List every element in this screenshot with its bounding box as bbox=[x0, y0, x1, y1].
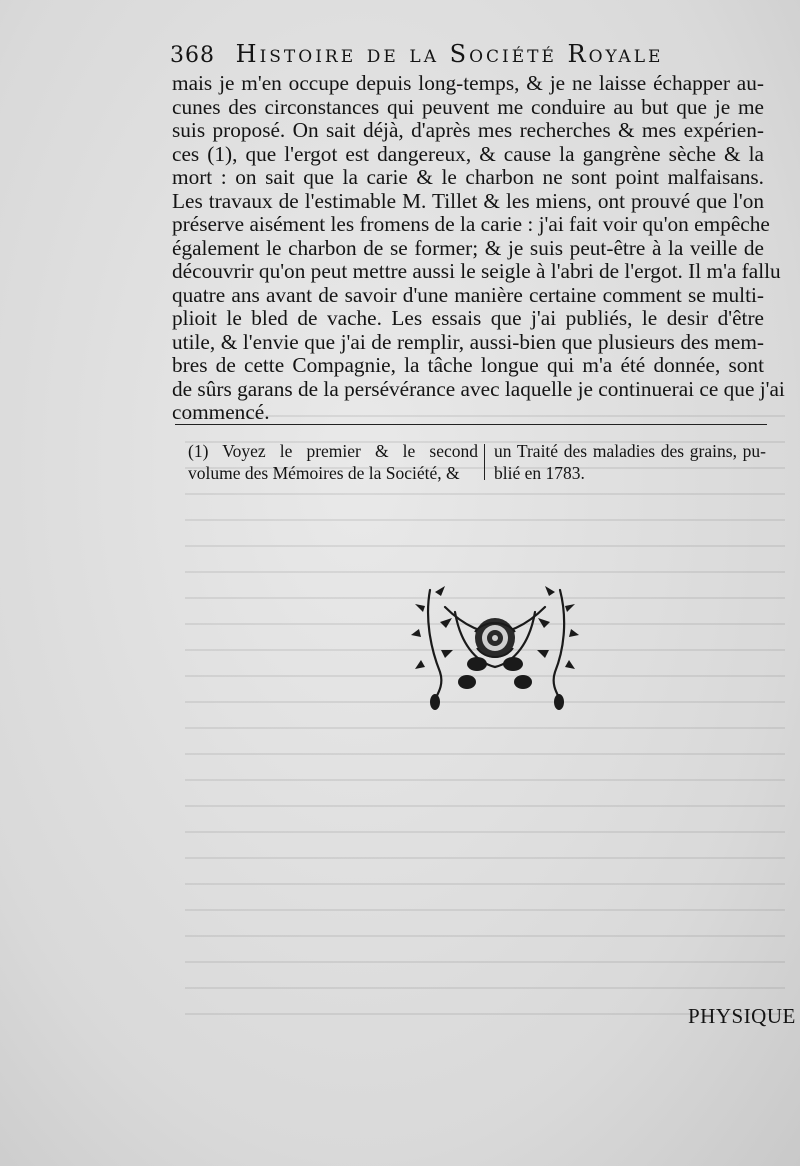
body-line: plioit le bled de vache. Les essais que j'ai publiés, le desir d'être bbox=[172, 306, 764, 330]
body-line: ces (1), que l'ergot est dangereux, & cause la gangrène sèche & la bbox=[172, 141, 764, 166]
running-header bbox=[170, 40, 770, 72]
body-line: également le charbon de se former; & je suis peut-être à la veille de bbox=[172, 235, 764, 260]
body-line: cunes des circonstances qui peuvent me conduire au but que je me bbox=[172, 94, 764, 119]
catchword: PHYSIQUE bbox=[688, 1004, 796, 1028]
body-line: de sûrs garans de la persévérance avec laquelle je continuerai ce que j'ai bbox=[172, 376, 785, 401]
footnote-column-right bbox=[494, 440, 766, 484]
body-line: découvrir qu'on peut mettre aussi le seigle à l'abri de l'ergot. Il m'a fallu bbox=[172, 259, 781, 283]
footnote-column-left bbox=[188, 440, 478, 484]
body-line: mais je m'en occupe depuis long-temps, & je ne laisse échapper au- bbox=[172, 71, 764, 95]
footnote-line: un Traité des maladies des grains, pu- bbox=[494, 441, 766, 461]
floral-ornament-icon bbox=[405, 572, 585, 712]
body-paragraph bbox=[172, 71, 785, 425]
footnote-line: (1) Voyez le premier & le second bbox=[188, 441, 478, 461]
body-line: bres de cette Compagnie, la tâche longue qui m'a été donnée, sont bbox=[172, 353, 764, 377]
body-line: préserve aisément les fromens de la carie : j'ai fait voir qu'on empêche bbox=[172, 212, 770, 236]
running-title: Histoire de la Société Royale bbox=[235, 40, 664, 68]
body-line: commencé. bbox=[172, 400, 270, 424]
footnote-rule bbox=[175, 424, 767, 425]
body-line: quatre ans avant de savoir d'une manière certaine comment se multi- bbox=[172, 282, 764, 307]
body-line: mort : on sait que la carie & le charbon ne sont point malfaisans. bbox=[172, 165, 764, 189]
show-through-bleed bbox=[185, 395, 785, 1035]
footnote-column-divider bbox=[484, 444, 485, 480]
body-line: utile, & l'envie que j'ai de remplir, aussi-bien que plusieurs des mem- bbox=[172, 329, 764, 354]
footnote-line: volume des Mémoires de la Société, & bbox=[188, 463, 460, 483]
body-line: Les travaux de l'estimable M. Tillet & les miens, ont prouvé que l'on bbox=[172, 188, 764, 213]
footnote-line: blié en 1783. bbox=[494, 463, 585, 483]
page-number: 368 bbox=[170, 43, 215, 68]
body-line: suis proposé. On sait déjà, d'après mes recherches & mes expérien- bbox=[172, 118, 764, 142]
